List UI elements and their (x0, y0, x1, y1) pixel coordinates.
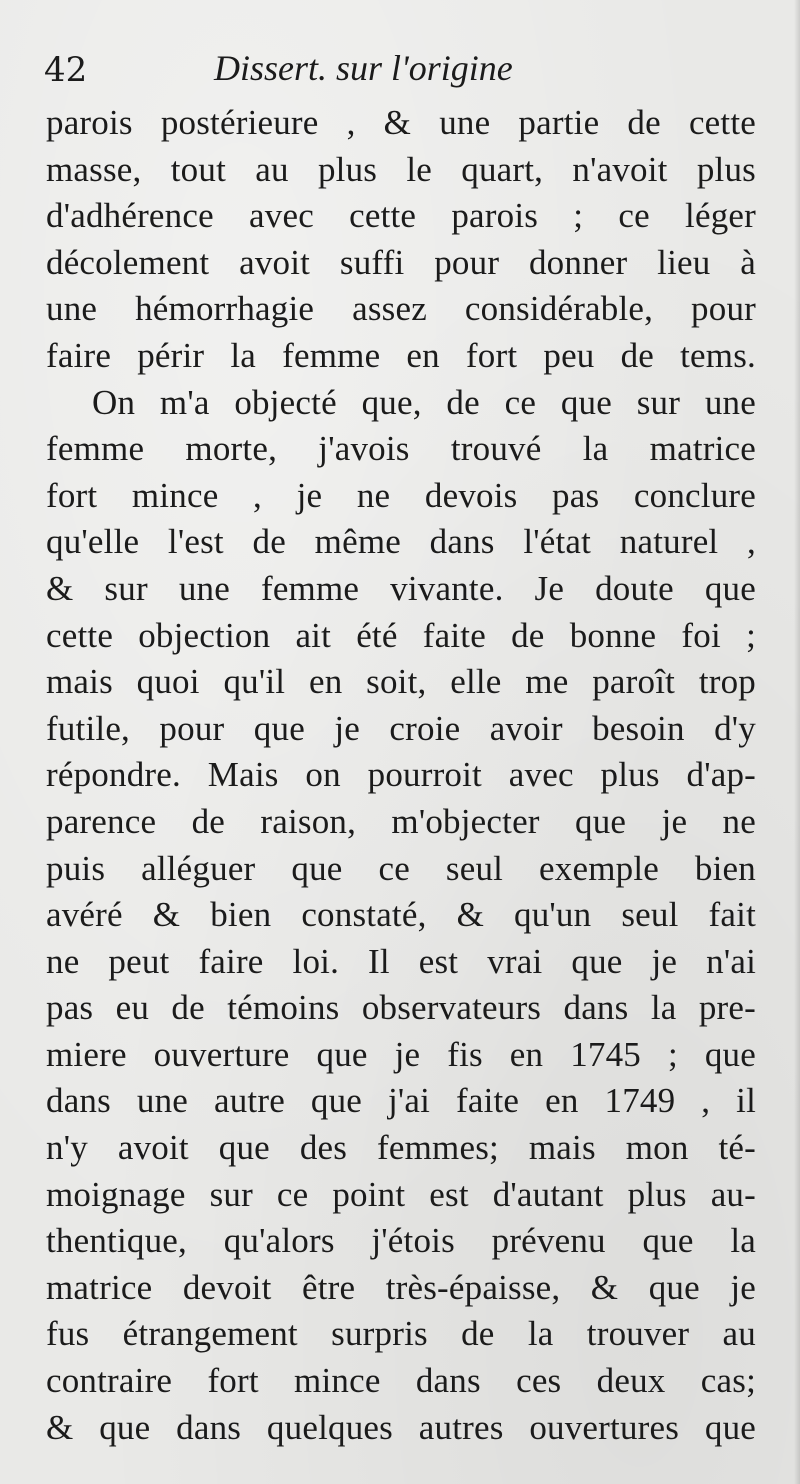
text-line: une hémorrhagie assez considérable, pour (46, 289, 756, 329)
text-line: parence de raison, m'objecter que je ne (46, 801, 756, 841)
text-line: faire périr la femme en fort peu de tems. (46, 335, 756, 375)
text-line: & sur une femme vivante. Je doute que (46, 568, 756, 608)
text-line: contraire fort mince dans ces deux cas; (46, 1361, 756, 1401)
text-line: mais quoi qu'il en soit, elle me paroît trop (46, 662, 756, 702)
paragraph-start-line: On m'a objecté que, de ce que sur une (92, 382, 756, 422)
text-line: décolement avoit suffi pour donner lieu à (46, 242, 756, 282)
text-line: cette objection ait été faite de bonne foi ; (46, 615, 756, 655)
text-line: thentique, qu'alors j'étois prévenu que la (46, 1221, 756, 1261)
running-header (44, 44, 764, 92)
text-line: moignage sur ce point est d'autant plus au- (46, 1174, 756, 1214)
text-line: puis alléguer que ce seul exemple bien (46, 848, 756, 888)
text-line: n'y avoit que des femmes; mais mon té- (46, 1128, 756, 1168)
page-number: 42 (44, 50, 88, 90)
text-line: futile, pour que je croie avoir besoin d'y (46, 708, 756, 748)
text-line: d'adhérence avec cette parois ; ce léger (46, 196, 756, 236)
text-line: fort mince , je ne devois pas conclure (46, 475, 756, 515)
text-line: masse, tout au plus le quart, n'avoit plus (46, 149, 756, 189)
text-line: & que dans quelques autres ouvertures que (46, 1407, 756, 1447)
text-line: parois postérieure , & une partie de cette (46, 103, 756, 142)
text-line: dans une autre que j'ai faite en 1749 , il (46, 1081, 756, 1121)
running-title: Dissert. sur l'origine (214, 48, 513, 88)
text-line: fus étrangement surpris de la trouver au (46, 1314, 756, 1354)
text-line: matrice devoit être très-épaisse, & que je (46, 1267, 756, 1307)
text-line: ne peut faire loi. Il est vrai que je n'ai (46, 941, 756, 981)
text-line: femme morte, j'avois trouvé la matrice (46, 429, 756, 469)
text-line: répondre. Mais on pourroit avec plus d'ap- (46, 755, 756, 795)
text-line: miere ouverture que je fis en 1745 ; que (46, 1034, 756, 1074)
page-edge-shadow (794, 0, 800, 1484)
text-line: qu'elle l'est de même dans l'état naturel , (46, 522, 756, 562)
body-text (46, 100, 756, 1451)
text-line: pas eu de témoins observateurs dans la pre- (46, 988, 756, 1028)
text-line: avéré & bien constaté, & qu'un seul fait (46, 895, 756, 935)
